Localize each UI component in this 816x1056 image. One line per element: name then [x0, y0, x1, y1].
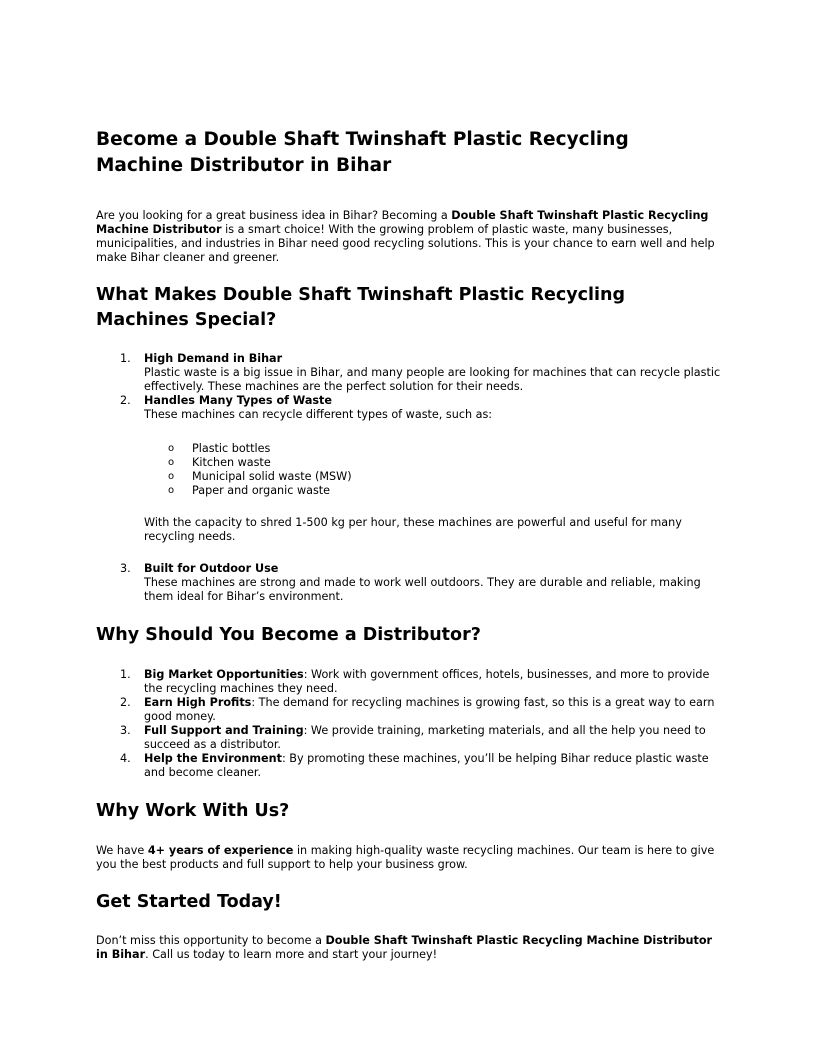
document-page	[96, 127, 722, 962]
section-heading-distributor: Why Should You Become a Distributor?	[96, 625, 481, 645]
capacity-note: With the capacity to shred 1-500 kg per hour, these machines are powerful and useful for many recycling needs.	[144, 516, 682, 543]
list-item	[96, 352, 722, 394]
list-number: 4.	[120, 752, 131, 765]
bullet-icon: o	[168, 457, 175, 468]
section-heading-get-started: Get Started Today!	[96, 892, 282, 912]
sub-list-text: Plastic bottles	[192, 442, 271, 455]
list-item-title: Full Support and Training	[144, 724, 304, 737]
list-number: 2.	[120, 696, 131, 709]
intro-text-start: Are you looking for a great business idea in Bihar? Becoming a	[96, 209, 452, 222]
list-item	[96, 752, 722, 780]
sub-list-text: Paper and organic waste	[192, 484, 331, 497]
list-item-title: High Demand in Bihar	[144, 352, 283, 365]
sub-list-text: Kitchen waste	[192, 456, 271, 469]
special-features-list	[96, 352, 722, 604]
list-item	[96, 724, 722, 752]
get-started-bold: Double Shaft Twinshaft Plastic Recycling Machine Distributor in Bihar	[96, 934, 713, 961]
list-item-text: These machines can recycle different types of waste, such as:	[144, 408, 493, 421]
get-started-text-start: Don’t miss this opportunity to become a	[96, 934, 326, 947]
list-item	[96, 696, 722, 724]
sub-list-text: Municipal solid waste (MSW)	[192, 470, 352, 483]
waste-types-list	[144, 442, 722, 498]
list-item	[96, 394, 722, 544]
get-started-paragraph	[96, 934, 722, 962]
list-number: 2.	[120, 394, 131, 407]
list-number: 3.	[120, 724, 131, 737]
sub-list-item	[144, 470, 722, 484]
list-number: 1.	[120, 668, 131, 681]
bullet-icon: o	[168, 485, 175, 496]
intro-bold: Double Shaft Twinshaft Plastic Recycling Machine Distributor	[96, 209, 709, 236]
list-item-text: Plastic waste is a big issue in Bihar, and many people are looking for machines that can recycle plastic effectively. These machines are the perfect solution for their needs.	[144, 366, 721, 393]
list-item-text: These machines are strong and made to work well outdoors. They are durable and reliable, making them ideal for Bihar’s environment.	[144, 576, 701, 603]
page-title: Become a Double Shaft Twinshaft Plastic Recycling Machine Distributor in Bihar	[96, 129, 629, 176]
list-item	[96, 562, 722, 604]
list-number: 1.	[120, 352, 131, 365]
get-started-text-end: . Call us today to learn more and start your journey!	[145, 948, 438, 961]
why-us-text-start: We have	[96, 844, 148, 857]
list-item-title: Handles Many Types of Waste	[144, 394, 332, 407]
list-item-text: : Work with government offices, hotels, businesses, and more to provide the recycling machines they need.	[144, 668, 710, 695]
why-us-text-end: in making high-quality waste recycling machines. Our team is here to give you the best products and full support to help your business grow.	[96, 844, 715, 871]
sub-list-item	[144, 442, 722, 456]
sub-list-item	[144, 484, 722, 498]
intro-text-end: is a smart choice! With the growing problem of plastic waste, many businesses, municipalities, and industries in Bihar need good recycling solutions. This is your chance to earn well and help make Bihar cleaner and greener.	[96, 223, 715, 264]
sub-list-item	[144, 456, 722, 470]
list-number: 3.	[120, 562, 131, 575]
bullet-icon: o	[168, 443, 175, 454]
list-item-title: Built for Outdoor Use	[144, 562, 279, 575]
list-item-title: Big Market Opportunities	[144, 668, 304, 681]
list-item-title: Help the Environment	[144, 752, 282, 765]
distributor-benefits-list	[96, 668, 722, 780]
section-heading-why-us: Why Work With Us?	[96, 801, 290, 821]
section-heading-special: What Makes Double Shaft Twinshaft Plastic Recycling Machines Special?	[96, 285, 625, 330]
list-item-text: : We provide training, marketing materials, and all the help you need to succeed as a distributor.	[144, 724, 706, 751]
bullet-icon: o	[168, 471, 175, 482]
intro-paragraph	[96, 209, 722, 265]
why-us-bold: 4+ years of experience	[147, 844, 294, 857]
list-item-text: : By promoting these machines, you’ll be helping Bihar reduce plastic waste and become cleaner.	[144, 752, 709, 779]
list-item-text: : The demand for recycling machines is growing fast, so this is a great way to earn good money.	[144, 696, 715, 723]
list-item	[96, 668, 722, 696]
why-us-paragraph	[96, 844, 722, 872]
list-item-title: Earn High Profits	[144, 696, 252, 709]
